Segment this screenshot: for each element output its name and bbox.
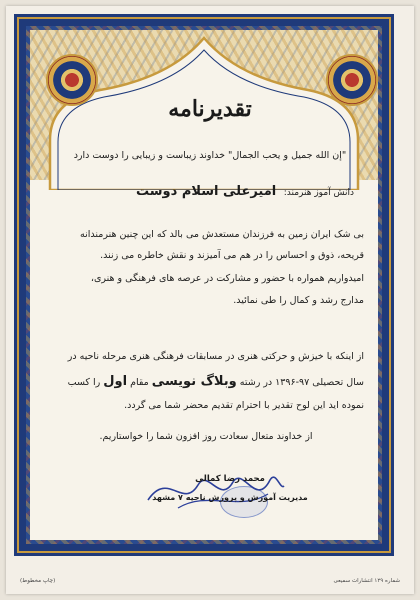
award-line: نموده اید این لوح تقدیر با احترام تقدیم محضر شما می گردد. [124,400,364,411]
body-line-2: قریحه، ذوق و احساس را در هم می آمیزند و نقش خاطره می زنند. [100,250,364,261]
hadith-quote: "إن الله جمیل و یحب الجمال" خداوند زیباست و زیبایی را دوست دارد [73,150,347,161]
student-label: دانش آموز هنرمند: [283,188,354,198]
student-name: امیرعلی اسلام دوست [136,184,277,199]
award-rank: اول [103,374,128,389]
award-field: وبلاگ نویسی [151,374,237,389]
rank-label: مقام [130,377,149,388]
student-row [136,184,354,199]
body-line-4: مدارج رشد و کمال را طی نمائید. [233,295,364,306]
footer-right-text: شماره ۱۲۹ انتشارات سمیعی [333,578,400,584]
certificate-title: تقدیرنامه [168,96,252,122]
handwritten-signature [138,460,288,520]
body-line-3: امیدواریم همواره با حضور و مشارکت در عرصه های فرهنگی و هنری، [90,273,364,284]
year-text: سال تحصیلی ۹۷-۱۳۹۶ در رشته [239,377,364,388]
competition-line: از اینکه با خیزش و حرکتی هنری در مسابقات فرهنگی هنری مرحله ناحیه در [67,351,364,362]
closing-wish: از خداوند متعال سعادت روز افزون شما را خواستاریم. [99,431,313,442]
rank-suffix: را کسب [67,377,101,388]
signatory-office: مدیریت آموزش و پرورش ناحیه ۷ مشهد [152,493,308,502]
print-footer [20,578,400,584]
footer-left-text: (چاپ مخطوط) [20,578,56,584]
body-line-1: بی شک ایران زمین به فرزندان مستعدش می بالد که این چنین هنرمندانه [80,229,364,240]
award-details-line [56,374,364,389]
signatory-name: محمد رضا کمالی [195,474,265,484]
